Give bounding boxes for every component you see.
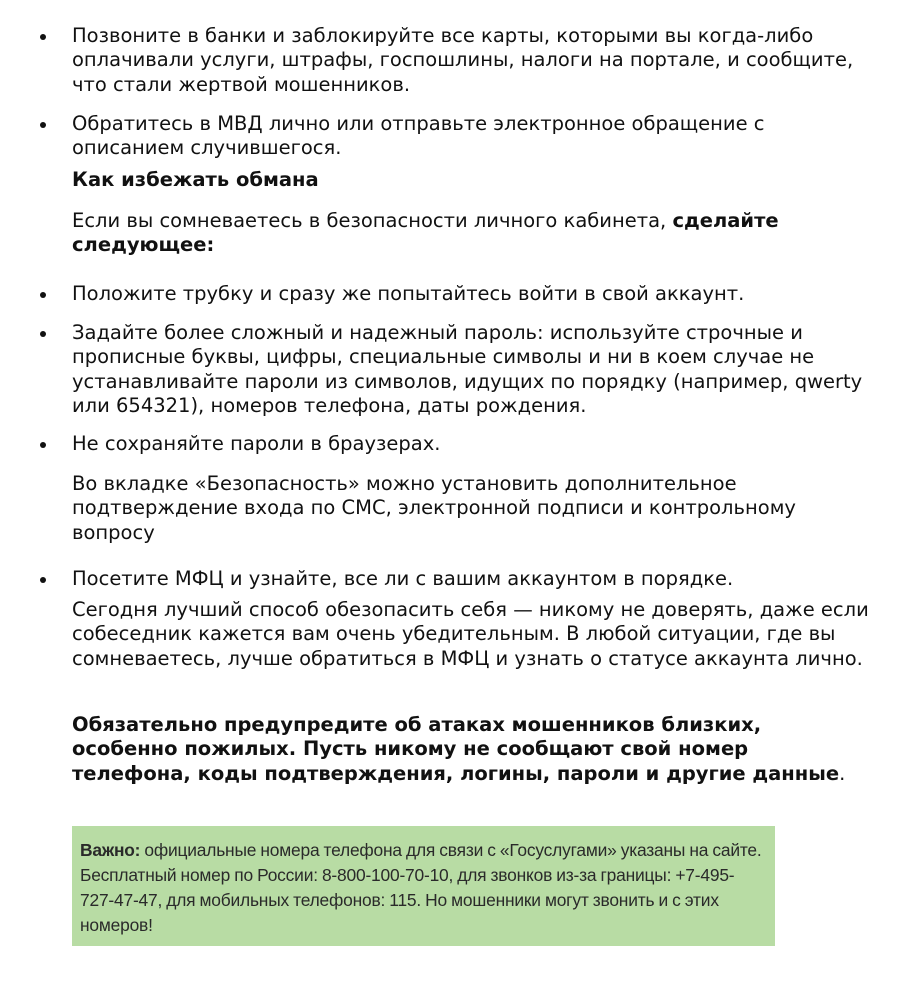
- bullet-marker: [38, 432, 50, 456]
- section-heading: Как избежать обмана: [72, 168, 319, 191]
- list-item-hang-up: Положите трубку и сразу же попытайтесь войти в свой аккаунт.: [72, 282, 745, 305]
- bullet-marker: [38, 24, 50, 48]
- list-item-browser-passwords: Не сохраняйте пароли в браузерах.: [72, 432, 441, 455]
- important-note-box: [72, 826, 775, 946]
- list-item-strong-password: Задайте более сложный и надежный пароль: используйте строчные и прописные буквы, цифры, специальные символы и ни в коем случае не устанавливайте пароли из символов, идущих по порядку (например, qwerty или 654321), номеров телефона, даты рождения.: [72, 321, 863, 418]
- list-item-block-cards: Позвоните в банки и заблокируйте все карты, которыми вы когда-либо оплачивали услуги, штрафы, госпошлины, налоги на портале, и сообщите, что стали жертвой мошенников.: [72, 24, 854, 96]
- intro-bold: сделайте следующее:: [72, 209, 779, 257]
- bullet-marker: [38, 282, 50, 306]
- bullet-marker: [38, 567, 50, 591]
- intro-paragraph: [72, 209, 872, 258]
- warning-bold: Обязательно предупредите об атаках мошенников близких, особенно пожилых. Пусть никому не сообщают свой номер телефона, коды подтверждения, логины, пароли и другие данные: [72, 713, 840, 785]
- bullet-marker: [38, 112, 50, 136]
- intro-text: Если вы сомневаетесь в безопасности личного кабинета,: [72, 209, 673, 232]
- important-note-text: [80, 838, 767, 938]
- security-tab-note: Во вкладке «Безопасность» можно установить дополнительное подтверждение входа по СМС, электронной подписи и контрольному вопросу: [72, 472, 796, 544]
- list-item-contact-police: Обратитесь в МВД лично или отправьте электронное обращение с описанием случившегося.: [72, 112, 765, 160]
- warning-end: .: [839, 761, 846, 785]
- important-label: Важно:: [80, 840, 141, 860]
- advice-paragraph: Сегодня лучший способ обезопасить себя — никому не доверять, даже если собеседник кажется вам очень убедительным. В любой ситуации, где вы сомневаетесь, лучше обратиться в МФЦ и узнать о статусе аккаунта лично.: [72, 598, 869, 670]
- list-item-visit-mfc: Посетите МФЦ и узнайте, все ли с вашим аккаунтом в порядке.: [72, 567, 734, 590]
- important-body: официальные номера телефона для связи с «Госуслугами» указаны на сайте. Бесплатный номер по России: 8-800-100-70-10, для звонков из-за границы: +7-495-727-47-47, для мобильных телефонов: 115. Но мошенники могут звонить и с этих номеров!: [80, 840, 762, 935]
- warning-paragraph: [72, 713, 862, 786]
- bullet-marker: [38, 321, 50, 345]
